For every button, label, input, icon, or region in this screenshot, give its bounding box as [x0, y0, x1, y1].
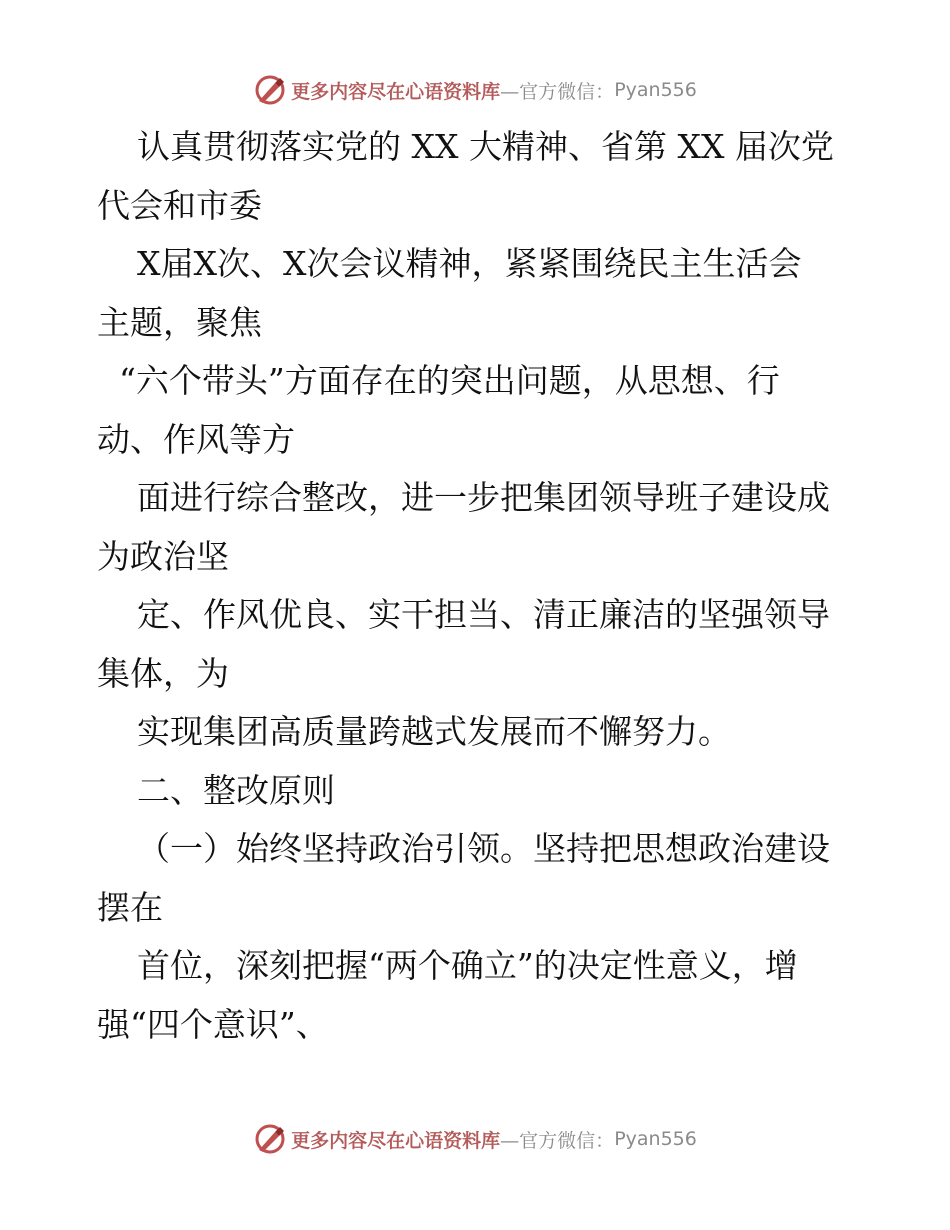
body-line: 实现集团高质量跨越式发展而不懈努力。: [137, 712, 731, 751]
watermark-wechat-label: —官方微信：: [500, 80, 615, 103]
body-line: 主题，聚焦: [97, 302, 262, 342]
body-line: 强“四个意识”、: [97, 1004, 329, 1044]
body-line: 面进行综合整改，进一步把集团领导班子建设成: [137, 478, 830, 517]
body-line: 认真贯彻落实党的 XX 大精神、省第 XX 届次党: [137, 127, 834, 166]
body-line: X届X次、X次会议精神，紧紧围绕民主生活会: [137, 244, 802, 283]
header-watermark: [0, 70, 950, 110]
body-line: 代会和市委: [97, 185, 262, 225]
body-line: 定、作风优良、实干担当、清正廉洁的坚强领导: [137, 595, 830, 634]
watermark-wechat-label: —官方微信：: [500, 1129, 615, 1152]
watermark-site-text: 更多内容尽在心语资料库: [291, 80, 501, 103]
body-line: 首位，深刻把握“两个确立”的决定性意义，增: [137, 946, 798, 985]
body-line: 动、作风等方: [97, 419, 295, 459]
body-line: 摆在: [97, 887, 163, 927]
document-body: [97, 118, 857, 1054]
watermark-wechat-id: Pyan556: [614, 1128, 697, 1150]
body-line: 为政治坚: [97, 536, 229, 576]
pen-nib-logo-icon: [253, 73, 287, 107]
body-line: 集体，为: [97, 653, 229, 693]
pen-nib-logo-icon: [253, 1122, 287, 1156]
footer-watermark: [0, 1119, 950, 1159]
section-heading: 二、整改原则: [137, 770, 335, 810]
body-line: （一）始终坚持政治引领。坚持把思想政治建设: [137, 829, 830, 868]
body-line: “六个带头”方面存在的突出问题，从思想、行: [119, 361, 780, 400]
watermark-wechat-id: Pyan556: [614, 79, 697, 101]
watermark-site-text: 更多内容尽在心语资料库: [291, 1129, 501, 1152]
